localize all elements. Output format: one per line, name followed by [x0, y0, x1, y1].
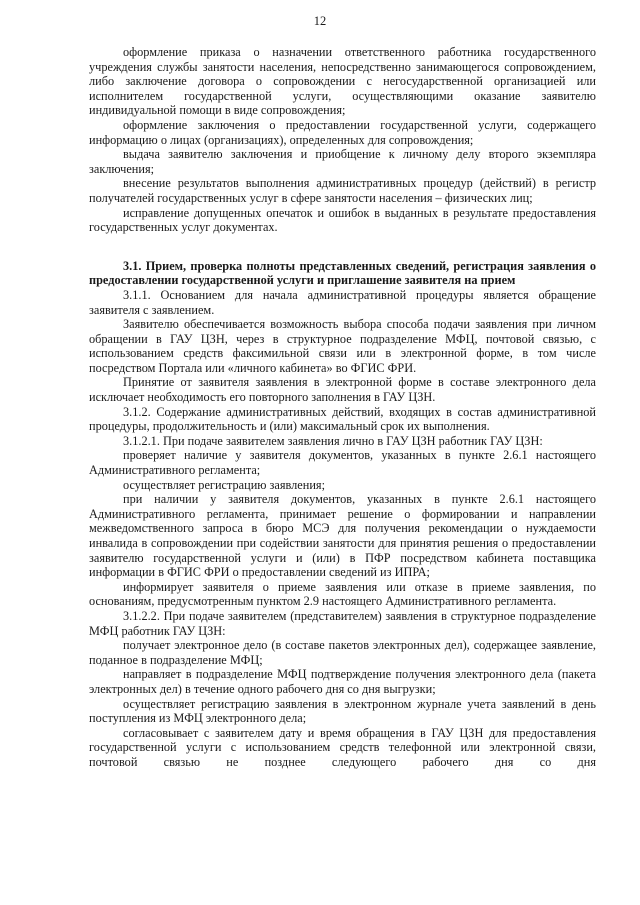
paragraph: выдача заявителю заключения и приобщение к личному делу второго экземпляра заключения;: [89, 147, 596, 176]
paragraph: 3.1.2.1. При подаче заявителем заявления лично в ГАУ ЦЗН работник ГАУ ЦЗН:: [123, 433, 543, 448]
paragraph: при наличии у заявителя документов, указанных в пункте 2.6.1 настоящего Административного регламента, принимает решение о формировании и направлении межведомственного запроса в бюро МСЭ для получения рекомендации о нуждаемости инвалида в сопровождении при содействии занятости для принятия решения о предоставлении заявителю государственной услуги и (или) в ПФР посредством кабинета поставщика информации в ФГИС ФРИ о предоставлении сведений из ИПРА;: [89, 492, 596, 580]
paragraph: 3.1.2.2. При подаче заявителем (представителем) заявления в структурное подразделение МФЦ работник ГАУ ЦЗН:: [89, 608, 596, 638]
paragraph: оформление приказа о назначении ответственного работника государственного учреждения службы занятости населения, непосредственно занимающегося сопровождением, либо заключение договора о сопровождении с негосударственной организацией или исполнителем государственной услуги, осуществляющими оказание заявителю индивидуальной помощи в виде сопровождения;: [89, 45, 596, 118]
paragraph: осуществляет регистрацию заявления в электронном журнале учета заявлений в день поступления из МФЦ электронного дела;: [89, 696, 596, 726]
document-body: [89, 45, 596, 770]
paragraph: проверяет наличие у заявителя документов, указанных в пункте 2.6.1 настоящего Административного регламента;: [89, 448, 596, 478]
paragraph: осуществляет регистрацию заявления;: [123, 477, 325, 492]
paragraph: исправление допущенных опечаток и ошибок в выданных в результате предоставления государственных услуг документах.: [89, 205, 596, 235]
page-number: 12: [313, 14, 327, 28]
paragraph: оформление заключения о предоставлении государственной услуги, содержащего информацию о лицах (организациях), определенных для сопровождения;: [89, 117, 596, 147]
paragraph: Заявителю обеспечивается возможность выбора способа подачи заявления при личном обращении в ГАУ ЦЗН, через в структурное подразделение МФЦ, почтовой связью, с использованием средств факсимильной связи или в электронной форме, в том числе посредством Портала или «личного кабинета» во ФГИС ФРИ.: [89, 317, 596, 375]
section-heading: 3.1. Прием, проверка полноты представленных сведений, регистрация заявления о предоставлении государственной услуги и приглашение заявителя на прием: [89, 258, 596, 288]
paragraph: внесение результатов выполнения административных процедур (действий) в регистр получателей государственных услуг в сфере занятости населения – физических лиц;: [89, 176, 596, 205]
paragraph: 3.1.2. Содержание административных действий, входящих в состав административной процедуры, продолжительность и (или) максимальный срок их выполнения.: [89, 404, 596, 434]
paragraph: Принятие от заявителя заявления в электронной форме в составе электронного дела исключает необходимость его повторного заполнения в ГАУ ЦЗН.: [89, 375, 596, 405]
paragraph: направляет в подразделение МФЦ подтверждение получения электронного дела (пакета электронных дел) в течение одного рабочего дня со дня выгрузки;: [89, 667, 596, 696]
paragraph: получает электронное дело (в составе пакетов электронных дел), содержащее заявление, поданное в подразделение МФЦ;: [89, 638, 596, 667]
paragraph: информирует заявителя о приеме заявления или отказе в приеме заявления, по основаниям, предусмотренным пунктом 2.9 настоящего Административного регламента.: [89, 579, 596, 609]
paragraph: 3.1.1. Основанием для начала административной процедуры является обращение заявителя с заявлением.: [89, 287, 596, 317]
paragraph: согласовывает с заявителем дату и время обращения в ГАУ ЦЗН для предоставления государственной услуги с использованием средств телефонной или электронной связи, почтовой связью не позднее следующего рабочего дня со дня: [89, 725, 596, 769]
